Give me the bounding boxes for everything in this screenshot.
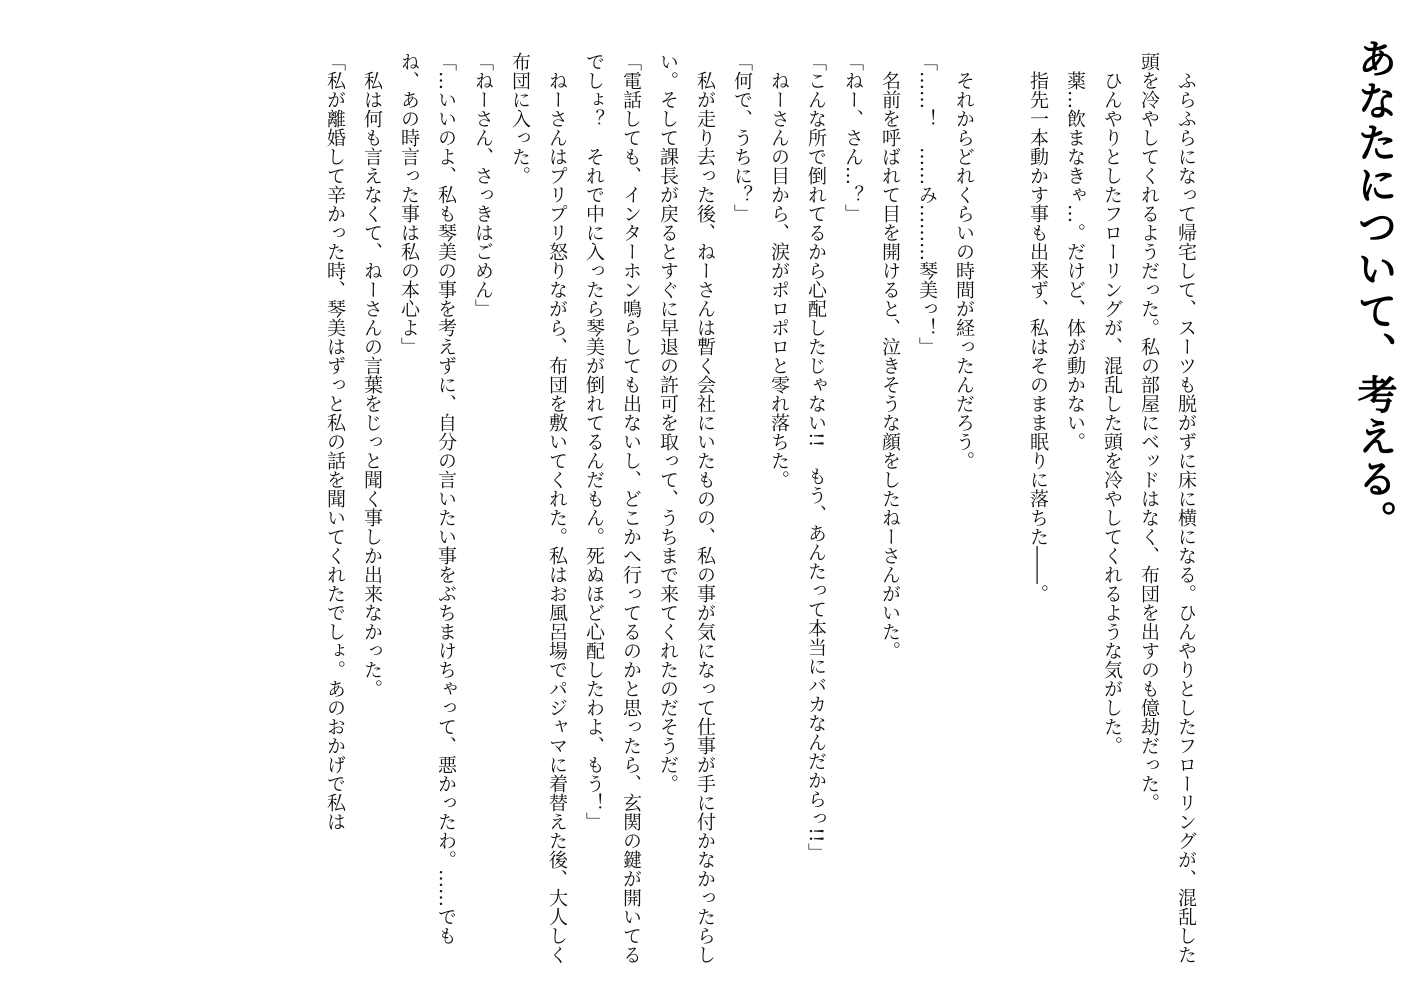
paragraph: 薬…飲まなきゃ…。だけど、体が動かない。	[1064, 52, 1086, 451]
body-text	[316, 52, 1204, 982]
paragraph: ねーさんの目から、涙がポロポロと零れ落ちた。	[768, 52, 790, 489]
paragraph: 指先一本動かす事も出来ず、私はそのまま眠りに落ちた――。	[1027, 52, 1049, 603]
paragraph: 私は何も言えなくて、ねーさんの言葉をじっと聞く事しか出来なかった。	[361, 52, 383, 698]
paragraph: 「…いいのよ、私も琴美の事を考えずに、自分の言いたい事をぶちまけちゃって、悪かったわ。……でもね、あの時言った事は私の本心よ」	[398, 52, 457, 945]
paragraph: 「私が離婚して辛かった時、琴美はずっと私の話を聞いてくれたでしょ。あのおかげで私は	[324, 52, 346, 831]
paragraph: 「……！ ……み………琴美っ！」	[916, 52, 938, 356]
paragraph: それからどれくらいの時間が経ったんだろう。	[953, 52, 975, 470]
paragraph: ふらふらになって帰宅して、スーツも脱がずに床に横になる。ひんやりとしたフローリングが、混乱した頭を冷やしてくれるようだった。私の部屋にベッドはなく、布団を出すのも億劫だった。	[1138, 52, 1197, 964]
page-title: あなたについて、考える。	[1351, 38, 1397, 542]
paragraph: 「こんな所で倒れてるから心配したじゃない!! もう、あんたって本当にバカなんだからっ!!」	[805, 52, 827, 862]
paragraph: 名前を呼ばれて目を開けると、泣きそうな顔をしたねーさんがいた。	[879, 52, 901, 660]
paragraph: 「ねーさん、さっきはごめん」	[472, 52, 494, 318]
paragraph: 「電話しても、インターホン鳴らしても出ないし、どこかへ行ってるのかと思ったら、玄関の鍵が開いてるでしょ？ それで中に入ったら琴美が倒れてるんだもん。死ぬほど心配したわよ、もう！」	[583, 52, 642, 964]
paragraph: ひんやりとしたフローリングが、混乱した頭を冷やしてくれるような気がした。	[1101, 52, 1123, 755]
paragraph: 「ねー、さん…？」	[842, 52, 864, 223]
paragraph: ねーさんはプリプリ怒りながら、布団を敷いてくれた。私はお風呂場でパジャマに着替えた後、大人しく布団に入った。	[509, 52, 568, 964]
paragraph: 「何で、うちに？」	[731, 52, 753, 223]
paragraph: 私が走り去った後、ねーさんは暫く会社にいたものの、私の事が気になって仕事が手に付かなかったらしい。そして課長が戻るとすぐに早退の許可を取って、うちまで来てくれたのだそうだ。	[657, 52, 716, 964]
scene-break	[982, 52, 1019, 982]
